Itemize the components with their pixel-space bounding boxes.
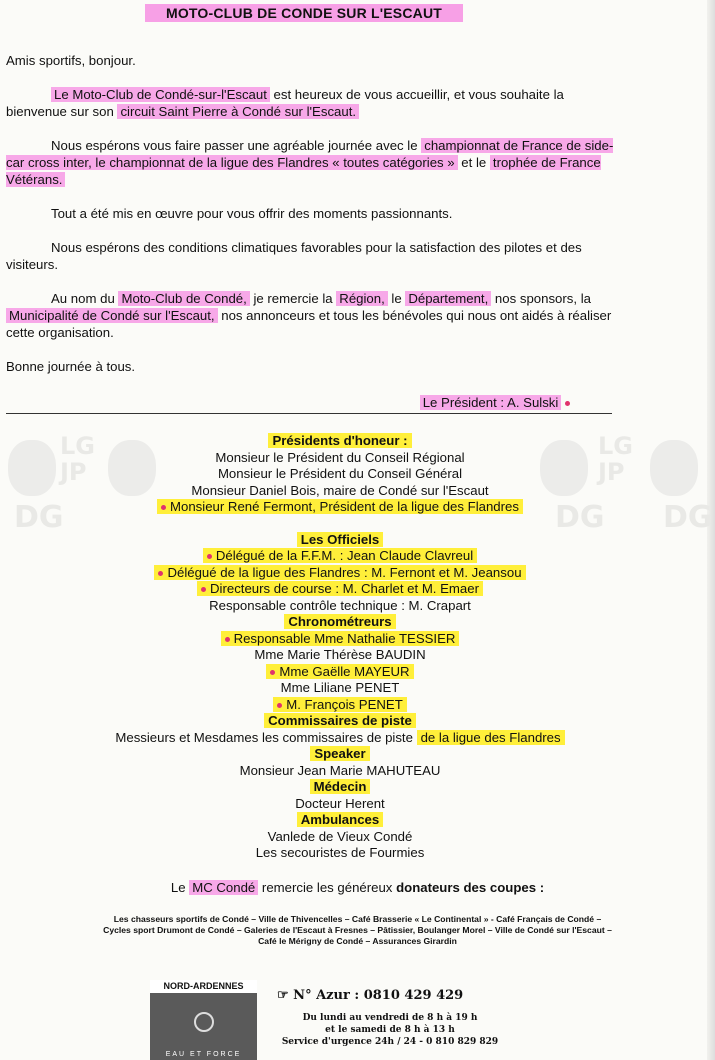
credits [0, 433, 680, 862]
watermark-dg: DG [555, 500, 605, 535]
list-item: Délégué de la ligue des Flandres : M. Fernont et M. Jeansou [167, 564, 522, 580]
logo-emblem-icon [194, 1012, 214, 1032]
list-item: Mme Gaëlle MAYEUR [279, 663, 410, 679]
paragraph-2: Nous espérons vous faire passer une agréable journée avec le championnat de France de side-car cross inter, le championnat de la ligue des Flandres « toutes catégories » et le trophée de France Vétérans. [6, 138, 614, 187]
closing: Bonne journée à tous. [6, 359, 136, 374]
paragraph-3: Tout a été mis en œuvre pour vous offrir des moments passionnants. [51, 206, 453, 221]
watermark-lg: LG [598, 432, 633, 460]
bullet-dot [225, 637, 230, 642]
chrono-title: Chronométreurs [284, 614, 395, 629]
list-item: Les chasseurs sportifs de Condé – Ville de Thivencelles – Café Brasserie « Le Continental » - Café Français de Condé – [113, 914, 602, 924]
list-item: Directeurs de course : M. Charlet et M. Emaer [210, 581, 479, 596]
signature: Le Président : A. Sulski [6, 394, 614, 411]
bullet-dot [201, 587, 206, 592]
azur-number: ☞ N° Azur : 0810 429 429 [277, 988, 464, 1003]
list-item: Cycles sport Drumont de Condé – Galeries de l'Escaut à Fresnes – Pâtissier, Boulanger Morel – Ville de Condé sur l'Escaut – [103, 925, 612, 935]
donors-list [0, 914, 715, 947]
paragraph-4: Nous espérons des conditions climatiques favorables pour la satisfaction des pilotes et des visiteurs. [6, 240, 582, 272]
honneur-title: Présidents d'honeur : [268, 433, 411, 448]
opening-hours: Du lundi au vendredi de 8 h à 19 h et le samedi de 8 h à 13 h Service d'urgence 24h / 24 - 0 810 829 829 [281, 1013, 499, 1047]
list-item: Monsieur René Fermont, Président de la ligue des Flandres [170, 499, 519, 514]
greeting: Amis sportifs, bonjour. [6, 53, 136, 68]
watermark-dg: DG [14, 500, 64, 535]
page-title: MOTO-CLUB DE CONDE SUR L'ESCAUT [145, 4, 463, 22]
list-item: M. François PENET [286, 696, 403, 712]
piste-title: Commissaires de piste [264, 713, 416, 728]
bullet-dot [565, 401, 570, 406]
list-item: Délégué de la F.F.M. : Jean Claude Clavreul [215, 548, 474, 563]
list-item: Monsieur Jean Marie MAHUTEAU [239, 762, 441, 778]
paragraph-1: Le Moto-Club de Condé-sur-l'Escaut est heureux de vous accueillir, et vous souhaite la bienvenue sur son circuit Saint Pierre à Condé sur l'Escaut. [6, 87, 564, 119]
paragraph-5: Au nom du Moto-Club de Condé, je remercie la Région, le Département, nos sponsors, la Municipalité de Condé sur l'Escaut, nos annonceurs et tous les bénévoles qui nous ont aidés à réaliser cette organisation. [6, 291, 612, 340]
bullet-dot [207, 554, 212, 559]
medecin-title: Médecin [310, 779, 371, 794]
list-item: Docteur Herent [295, 795, 385, 811]
watermark-dg: DG [663, 500, 713, 535]
letter [6, 52, 614, 411]
divider [6, 413, 612, 414]
list-item: Monsieur le Président du Conseil Général [217, 466, 463, 481]
list-item: Vanlede de Vieux Condé [267, 828, 413, 844]
ambulances-title: Ambulances [297, 812, 383, 827]
list-item: Monsieur le Président du Conseil Régional [215, 449, 465, 465]
watermark-jp: JP [60, 458, 87, 486]
watermark-lg: LG [60, 432, 95, 460]
list-item: Café le Mérigny de Condé – Assurances Girardin [258, 936, 457, 946]
list-item: Responsable Mme Nathalie TESSIER [233, 630, 456, 646]
bullet-dot [277, 703, 282, 708]
list-item: Mme Marie Thérèse BAUDIN [254, 647, 426, 662]
list-item: Responsable contrôle technique : M. Crapart [209, 597, 471, 613]
list-item: Messieurs et Mesdames les commissaires de piste de la ligue des Flandres [0, 730, 680, 747]
officiels-title: Les Officiels [297, 532, 383, 547]
list-item: Monsieur Daniel Bois, maire de Condé sur l'Escaut [191, 482, 489, 498]
bullet-dot [158, 571, 163, 576]
watermark-jp: JP [598, 458, 625, 486]
bullet-dot [161, 505, 166, 510]
donors-heading: Le MC Condé remercie les généreux donateurs des coupes : [170, 880, 545, 895]
bullet-dot [270, 670, 275, 675]
list-item: Les secouristes de Fourmies [255, 845, 425, 860]
nord-ardennes-logo: NORD-ARDENNES EAU ET FORCE [150, 980, 257, 1060]
speaker-title: Speaker [310, 746, 369, 761]
list-item: Mme Liliane PENET [280, 680, 400, 695]
